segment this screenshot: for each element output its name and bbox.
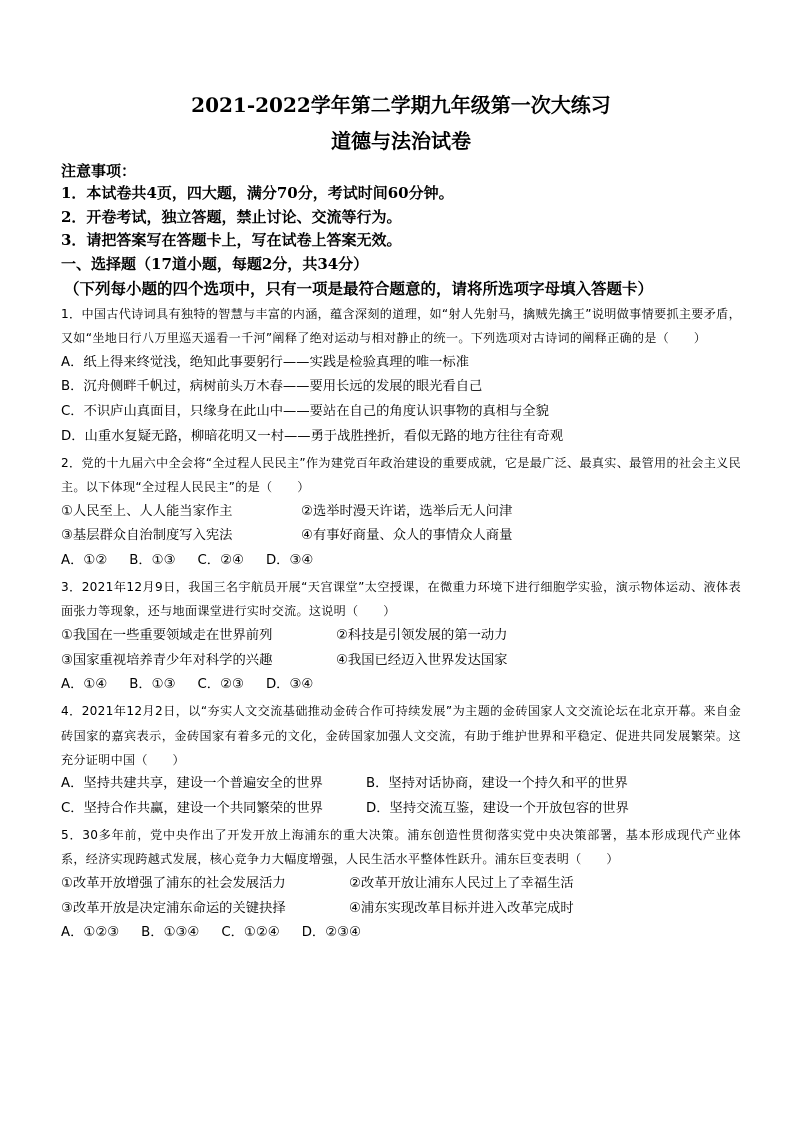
answer-b: B．①③④: [141, 925, 200, 941]
notice-item: 1．本试卷共4页，四大题，满分70分，考试时间60分钟。: [61, 184, 454, 202]
question-4: [61, 699, 741, 822]
statement-3: ③基层群众自治制度写入宪法: [61, 528, 233, 544]
answer-c: C．②④: [197, 553, 244, 569]
question-2: [61, 451, 741, 574]
notice-item: 2．开卷考试，独立答题，禁止讨论、交流等行为。: [61, 207, 402, 226]
answer-d: D．③④: [265, 677, 314, 693]
answer-b: B．①③: [129, 553, 176, 569]
notice-block: [61, 160, 741, 253]
section-heading: 一、选择题（17道小题，每题2分，共34分）: [61, 254, 369, 273]
statement-row: [61, 872, 741, 897]
notice-heading: 注意事项：: [61, 162, 137, 180]
option-b: B．坚持对话协商，建设一个持久和平的世界: [366, 776, 628, 792]
question-3: [61, 575, 741, 698]
answer-d: D．③④: [265, 553, 314, 569]
option-row: [61, 797, 741, 822]
statement-row: [61, 624, 741, 649]
statement-4: ④浦东实现改革目标并进入改革完成时: [349, 900, 574, 916]
option-a: A．坚持共建共享，建设一个普遍安全的世界: [61, 776, 323, 792]
option-c: C．坚持合作共赢，建设一个共同繁荣的世界: [61, 801, 323, 817]
statement-1: ①我国在一些重要领域走在世界前列: [61, 627, 273, 643]
option-a: A．纸上得来终觉浅，绝知此事要躬行——实践是检验真理的唯一标准: [61, 354, 470, 370]
answer-a: A．①④: [61, 677, 108, 693]
statement-2: ②科技是引领发展的第一动力: [336, 627, 508, 643]
option-d: D．山重水复疑无路，柳暗花明又一村——勇于战胜挫折，看似无路的地方往往有奇观: [61, 428, 564, 444]
question-stem: 2．党的十九届六中全会将“全过程人民民主”作为建党百年政治建设的重要成就，它是最广泛、最真实、最管用的社会主义民主。以下体现“全过程人民民主”的是（ ）: [61, 455, 741, 495]
question-stem: 1．中国古代诗词具有独特的智慧与丰富的内涵，蕴含深刻的道理，如“射人先射马，擒贼先擒王”说明做事情要抓主要矛盾，又如“坐地日行八万里巡天遥看一千河”阐释了绝对运动与相对静止的统一。下列选项对古诗词的阐释正确的是（ ）: [61, 306, 741, 346]
exam-page: [61, 92, 741, 946]
answer-d: D．②③④: [301, 925, 361, 941]
answer-b: B．①③: [129, 677, 176, 693]
option-c: C．不识庐山真面目，只缘身在此山中——要站在自己的角度认识事物的真相与全貌: [61, 404, 549, 420]
section-instructions: （下列每小题的四个选项中，只有一项是最符合题意的，请将所选项字母填入答题卡）: [64, 278, 654, 298]
answer-c: C．①②④: [221, 925, 280, 941]
question-stem: 5．30多年前，党中央作出了开发开放上海浦东的重大决策。浦东创造性贯彻落实党中央决策部署，基本形成现代产业体系，经济实现跨越式发展，核心竞争力大幅度增强，人民生活水平整体性跃升。浦东巨变表明（ ）: [61, 828, 741, 867]
statement-4: ④我国已经迈入世界发达国家: [336, 652, 508, 668]
option-b: B．沉舟侧畔千帆过，病树前头万木春——要用长远的发展的眼光看自己: [61, 379, 483, 395]
answer-choices: [61, 549, 741, 574]
statement-1: ①改革开放增强了浦东的社会发展活力: [61, 875, 286, 891]
statement-3: ③改革开放是决定浦东命运的关键抉择: [61, 900, 286, 916]
statement-1: ①人民至上、人人能当家作主: [61, 503, 233, 519]
notice-item: 3．请把答案写在答题卡上，写在试卷上答案无效。: [61, 231, 402, 250]
option-d: D．坚持交流互鉴，建设一个开放包容的世界: [366, 801, 629, 817]
question-1: [61, 302, 741, 450]
option-row: [61, 772, 741, 797]
exam-title: 2021-2022学年第二学期九年级第一次大练习: [191, 93, 611, 117]
statement-3: ③国家重视培养青少年对科学的兴趣: [61, 652, 273, 668]
answer-choices: [61, 921, 741, 946]
answer-choices: [61, 673, 741, 698]
exam-subtitle: 道德与法治试卷: [331, 129, 471, 153]
statement-row: [61, 500, 741, 525]
statement-row: [61, 524, 741, 549]
statement-row: [61, 649, 741, 674]
statement-2: ②选举时漫天许诺，选举后无人问津: [301, 503, 513, 519]
answer-a: A．①②③: [61, 925, 120, 941]
question-stem: 3．2021年12月9日，我国三名宇航员开展“天宫课堂”太空授课，在微重力环境下进行细胞学实验，演示物体运动、液体表面张力等现象，还与地面课堂进行实时交流。这说明（ ）: [61, 579, 741, 619]
answer-a: A．①②: [61, 553, 108, 569]
statement-2: ②改革开放让浦东人民过上了幸福生活: [349, 875, 574, 891]
statement-row: [61, 897, 741, 922]
question-stem: 4．2021年12月2日，以“夯实人文交流基础推动金砖合作可持续发展”为主题的金砖国家人文交流论坛在北京开幕。来自金砖国家的嘉宾表示，金砖国家有着多元的文化，金砖国家加强人文交流，有助于维护世界和平稳定、促进共同发展繁荣。这充分证明中国（ ）: [61, 704, 741, 767]
statement-4: ④有事好商量、众人的事情众人商量: [301, 528, 513, 544]
question-5: [61, 823, 741, 946]
answer-c: C．②③: [197, 677, 244, 693]
